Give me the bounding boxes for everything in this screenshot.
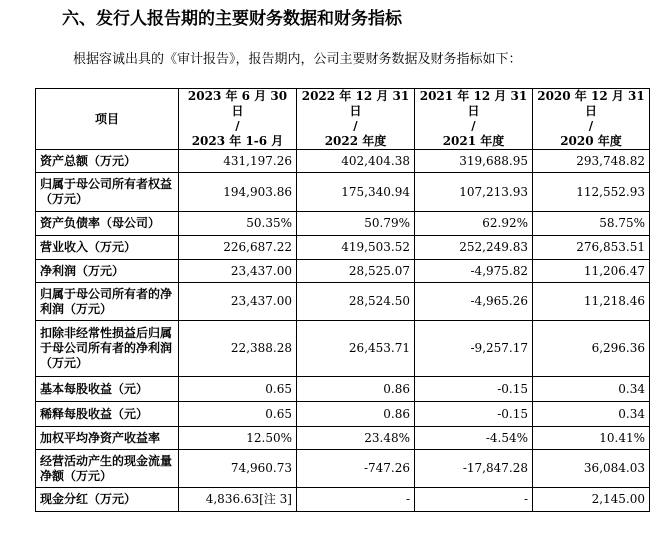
- row-label: 稀释每股收益（元）: [36, 402, 179, 427]
- table-cell: 276,853.51: [533, 236, 650, 260]
- table-cell: 0.86: [297, 377, 415, 402]
- intro-paragraph: 根据容诚出具的《审计报告》，报告期内，公司主要财务数据及财务指标如下：: [73, 52, 522, 67]
- column-header-slash: /: [588, 119, 594, 133]
- table-cell: 4,836.63[注 3]: [179, 488, 297, 512]
- column-header-item: 项目: [36, 89, 179, 150]
- table-row: [36, 150, 650, 173]
- table-cell: 62.92%: [415, 212, 533, 236]
- table-cell: -: [297, 488, 415, 512]
- table-cell: 194,903.86: [179, 173, 297, 212]
- column-header-slash: /: [235, 119, 240, 133]
- table-cell: -747.26: [297, 450, 415, 488]
- table-cell: -: [415, 488, 533, 512]
- financial-data-table: [35, 88, 650, 512]
- column-header-date: 2022 年 12 月 31 日: [301, 89, 410, 118]
- table-cell: 50.79%: [297, 212, 415, 236]
- row-label: 资产负债率（母公司）: [36, 212, 179, 236]
- row-label: 营业收入（万元）: [36, 236, 179, 260]
- row-label: 归属于母公司所有者的净利润（万元）: [36, 283, 179, 321]
- table-cell: 0.65: [179, 377, 297, 402]
- table-cell: 28,525.07: [297, 260, 415, 283]
- table-row: [36, 402, 650, 427]
- section-heading: 六、发行人报告期的主要财务数据和财务指标: [62, 9, 402, 29]
- column-header-period: 2022 年度: [324, 134, 387, 148]
- table-cell: 419,503.52: [297, 236, 415, 260]
- table-cell: 0.34: [533, 377, 650, 402]
- table-cell: 26,453.71: [297, 321, 415, 377]
- row-label: 净利润（万元）: [36, 260, 179, 283]
- row-label: 现金分红（万元）: [36, 488, 179, 512]
- row-label: 扣除非经常性损益后归属于母公司所有者的净利润（万元）: [36, 321, 179, 377]
- table-cell: 36,084.03: [533, 450, 650, 488]
- row-label: 基本每股收益（元）: [36, 377, 179, 402]
- column-header-date: 2021 年 12 月 31 日: [419, 89, 528, 118]
- table-cell: 252,249.83: [415, 236, 533, 260]
- column-header-2021: [415, 89, 533, 150]
- table-cell: 50.35%: [179, 212, 297, 236]
- table-cell: 22,388.28: [179, 321, 297, 377]
- table-row: [36, 427, 650, 450]
- table-row: [36, 236, 650, 260]
- table-cell: 58.75%: [533, 212, 650, 236]
- table-cell: -4,965.26: [415, 283, 533, 321]
- table-cell: 11,206.47: [533, 260, 650, 283]
- row-label: 加权平均净资产收益率: [36, 427, 179, 450]
- column-header-period: 2020 年度: [560, 134, 622, 148]
- row-label: 资产总额（万元）: [36, 150, 179, 173]
- table-header-row: [36, 89, 650, 150]
- column-header-2020: [533, 89, 650, 150]
- column-header-2022: [297, 89, 415, 150]
- table-row: [36, 173, 650, 212]
- table-cell: 226,687.22: [179, 236, 297, 260]
- table-row: [36, 283, 650, 321]
- table-cell: 0.65: [179, 402, 297, 427]
- table-cell: 175,340.94: [297, 173, 415, 212]
- table-row: [36, 488, 650, 512]
- table-cell: 293,748.82: [533, 150, 650, 173]
- column-header-date: 2023 年 6 月 30 日: [187, 89, 288, 118]
- table-cell: 402,404.38: [297, 150, 415, 173]
- table-cell: 12.50%: [179, 427, 297, 450]
- table-cell: 11,218.46: [533, 283, 650, 321]
- column-header-slash: /: [353, 119, 358, 133]
- column-header-period: 2021 年度: [442, 134, 505, 148]
- table-cell: 28,524.50: [297, 283, 415, 321]
- table-cell: -4,975.82: [415, 260, 533, 283]
- row-label: 归属于母公司所有者权益（万元）: [36, 173, 179, 212]
- table-cell: 23,437.00: [179, 260, 297, 283]
- table-cell: -17,847.28: [415, 450, 533, 488]
- table-cell: -9,257.17: [415, 321, 533, 377]
- table-row: [36, 377, 650, 402]
- column-header-2023: [179, 89, 297, 150]
- column-header-slash: /: [471, 119, 476, 133]
- table-cell: 2,145.00: [533, 488, 650, 512]
- table-cell: 0.34: [533, 402, 650, 427]
- column-header-date: 2020 年 12 月 31 日: [537, 89, 645, 118]
- table-cell: -0.15: [415, 377, 533, 402]
- table-row: [36, 450, 650, 488]
- row-label: 经营活动产生的现金流量净额（万元）: [36, 450, 179, 488]
- table-cell: 74,960.73: [179, 450, 297, 488]
- table-row: [36, 321, 650, 377]
- column-header-period: 2023 年 1-6 月: [191, 134, 284, 148]
- table-cell: -4.54%: [415, 427, 533, 450]
- table-cell: 10.41%: [533, 427, 650, 450]
- table-cell: 0.86: [297, 402, 415, 427]
- table-cell: 107,213.93: [415, 173, 533, 212]
- table-row: [36, 260, 650, 283]
- table-cell: 23,437.00: [179, 283, 297, 321]
- table-cell: 112,552.93: [533, 173, 650, 212]
- table-cell: 319,688.95: [415, 150, 533, 173]
- table-row: [36, 212, 650, 236]
- table-cell: 23.48%: [297, 427, 415, 450]
- table-cell: -0.15: [415, 402, 533, 427]
- table-cell: 431,197.26: [179, 150, 297, 173]
- table-cell: 6,296.36: [533, 321, 650, 377]
